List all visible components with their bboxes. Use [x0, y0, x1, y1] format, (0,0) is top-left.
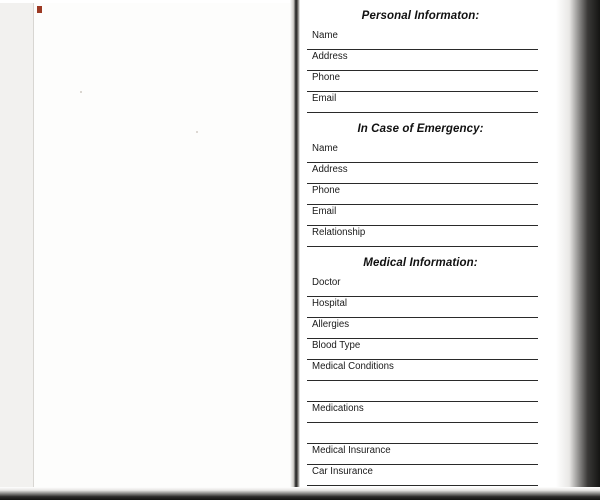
field-label: Medical Conditions [312, 361, 394, 372]
page-bottom-shadow [0, 487, 600, 500]
page-right-shadow [556, 0, 600, 500]
write-line [307, 485, 538, 486]
field-label: Phone [312, 72, 341, 83]
field-row-emergency-relationship[interactable] [307, 226, 538, 247]
field-row-email[interactable] [307, 92, 538, 113]
field-row-address[interactable] [307, 50, 538, 71]
field-label: Hospital [312, 298, 347, 309]
scan-speck-icon [80, 91, 82, 93]
page-left-margin [0, 0, 34, 500]
field-row-medications-continued[interactable] [307, 423, 538, 444]
field-row-medical-insurance[interactable] [307, 444, 538, 465]
field-row-allergies[interactable] [307, 318, 538, 339]
field-row-name[interactable] [307, 29, 538, 50]
field-row-car-insurance[interactable] [307, 465, 538, 486]
field-label: Address [312, 164, 348, 175]
field-label: Doctor [312, 277, 341, 288]
form-page [300, 3, 556, 487]
field-label: Medications [312, 403, 364, 414]
field-label: Name [312, 143, 338, 154]
left-blank-page [34, 3, 290, 487]
field-row-emergency-name[interactable] [307, 142, 538, 163]
field-label: Allergies [312, 319, 350, 330]
field-label: Email [312, 93, 337, 104]
field-label: Car Insurance [312, 466, 373, 477]
field-row-emergency-phone[interactable] [307, 184, 538, 205]
section-title-medical-information: Medical Information: [363, 257, 478, 269]
section-title-in-case-of-emergency: In Case of Emergency: [357, 123, 484, 135]
field-label: Address [312, 51, 348, 62]
corner-mark [37, 6, 42, 13]
field-row-medications[interactable] [307, 402, 538, 423]
field-row-emergency-address[interactable] [307, 163, 538, 184]
field-row-blood-type[interactable] [307, 339, 538, 360]
field-label: Medical Insurance [312, 445, 391, 456]
field-row-phone[interactable] [307, 71, 538, 92]
field-row-hospital[interactable] [307, 297, 538, 318]
field-label: Email [312, 206, 337, 217]
field-row-doctor[interactable] [307, 276, 538, 297]
field-label: Blood Type [312, 340, 361, 351]
write-line [307, 112, 538, 113]
field-row-emergency-email[interactable] [307, 205, 538, 226]
field-row-medical-conditions[interactable] [307, 360, 538, 381]
write-line [307, 246, 538, 247]
field-label: Phone [312, 185, 341, 196]
book-gutter-shadow [290, 0, 300, 500]
scan-speck-icon [196, 131, 198, 133]
field-label: Relationship [312, 227, 366, 238]
section-title-personal-information: Personal Informaton: [361, 10, 480, 22]
field-label: Name [312, 30, 338, 41]
field-row-medical-conditions-continued[interactable] [307, 381, 538, 402]
